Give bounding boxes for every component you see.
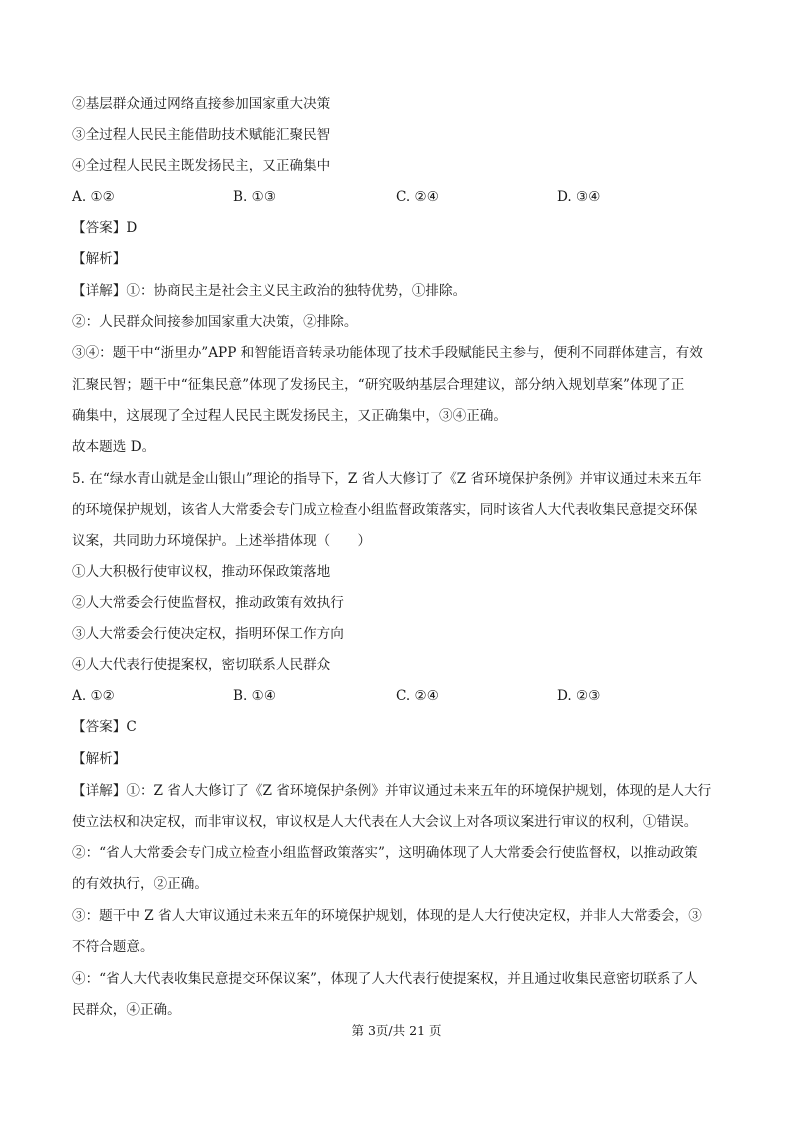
page-footer: 第 3页/共 21 页 bbox=[351, 1023, 442, 1038]
q5-option-d: D. ②③ bbox=[557, 688, 601, 704]
q5-stem-line: 议案，共同助力环境保护。上述举措体现（ ） bbox=[72, 533, 372, 549]
q4-explain-line: 汇聚民智；题干中“征集民意”体现了发扬民主，“研究吸纳基层合理建议，部分纳入规划草案”体现了正 bbox=[72, 377, 685, 393]
q5-explain-line: 民群众，④正确。 bbox=[72, 1002, 181, 1018]
q5-item-2: ②人大常委会行使监督权，推动政策有效执行 bbox=[72, 595, 344, 611]
q5-explain-line: 使立法权和决定权，而非审议权，审议权是人大代表在人大会议上对各项议案进行审议的权利，①错误。 bbox=[72, 814, 698, 830]
q4-item-4: ④全过程人民民主既发扬民主，又正确集中 bbox=[72, 158, 331, 174]
q5-explain-line: 【详解】①：Z 省人大修订了《Z 省环境保护条例》并审议通过未来五年的环境保护规划，体现的是人大行 bbox=[72, 783, 712, 799]
q5-explain-line: ③：题干中 Z 省人大审议通过未来五年的环境保护规划，体现的是人大行使决定权，并非人大常委会，③ bbox=[72, 908, 702, 924]
q4-option-a: A. ①② bbox=[72, 189, 115, 205]
q5-answer: 【答案】C bbox=[72, 719, 137, 735]
q4-explain-line: ②：人民群众间接参加国家重大决策，②排除。 bbox=[72, 314, 358, 330]
q5-option-a: A. ①② bbox=[72, 688, 115, 704]
q4-analysis-label: 【解析】 bbox=[72, 251, 127, 267]
q5-item-1: ①人大积极行使审议权，推动环保政策落地 bbox=[72, 564, 331, 580]
q4-explain-line: 确集中，这展现了全过程人民民主既发扬民主，又正确集中，③④正确。 bbox=[72, 408, 507, 424]
q4-option-d: D. ③④ bbox=[557, 189, 601, 205]
q5-explain-line: 不符合题意。 bbox=[72, 939, 154, 955]
q4-explain-line: ③④：题干中“浙里办”APP 和智能语音转录功能体现了技术手段赋能民主参与，便利不同群体建言，有效 bbox=[72, 345, 703, 361]
q5-stem-line: 5. 在“绿水青山就是金山银山”理论的指导下，Z 省人大修订了《Z 省环境保护条例》并审议通过未来五年 bbox=[72, 471, 702, 487]
q4-option-c: C. ②④ bbox=[396, 189, 439, 205]
q5-option-b: B. ①④ bbox=[233, 688, 277, 704]
q4-conclusion: 故本题选 D。 bbox=[72, 439, 156, 455]
q5-option-c: C. ②④ bbox=[396, 688, 439, 704]
q5-explain-line: ④：“省人大代表收集民意提交环保议案”，体现了人大代表行使提案权，并且通过收集民意密切联系了人 bbox=[72, 971, 698, 987]
q5-analysis-label: 【解析】 bbox=[72, 751, 127, 767]
q5-explain-line: ②：“省人大常委会专门成立检查小组监督政策落实”，这明确体现了人大常委会行使监督权，以推动政策 bbox=[72, 845, 698, 861]
q5-stem-line: 的环境保护规划，该省人大常委会专门成立检查小组监督政策落实，同时该省人大代表收集民意提交环保 bbox=[72, 502, 698, 518]
q4-option-b: B. ①③ bbox=[233, 189, 277, 205]
q5-explain-line: 的有效执行，②正确。 bbox=[72, 876, 208, 892]
q4-item-3: ③全过程人民民主能借助技术赋能汇聚民智 bbox=[72, 127, 331, 143]
q5-item-3: ③人大常委会行使决定权，指明环保工作方向 bbox=[72, 626, 344, 642]
q5-item-4: ④人大代表行使提案权，密切联系人民群众 bbox=[72, 657, 331, 673]
q4-answer: 【答案】D bbox=[72, 220, 138, 236]
q4-explain-line: 【详解】①：协商民主是社会主义民主政治的独特优势，①排除。 bbox=[72, 283, 467, 299]
q4-item-2: ②基层群众通过网络直接参加国家重大决策 bbox=[72, 96, 331, 112]
